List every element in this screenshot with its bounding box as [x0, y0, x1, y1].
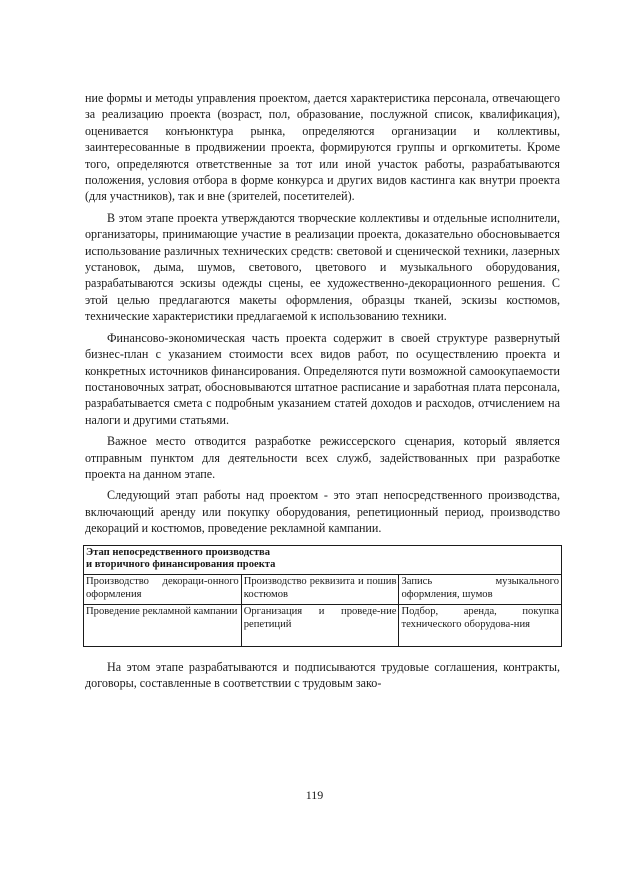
table-header-line-2: и вторичного финансирования проекта — [86, 559, 276, 571]
table-cell: Проведение рекламной кампании — [84, 604, 242, 646]
paragraph-4: Важное место отводится разработке режиссерского сценария, который является отправным пунктом для деятельности всех служб, задействованных при разработке проекта на данном этапе. — [85, 434, 560, 481]
production-stage-table — [83, 545, 562, 647]
closing-paragraph: На этом этапе разрабатываются и подписываются трудовые соглашения, контракты, договоры, составленные в соответствии с трудовым зако- — [85, 659, 560, 691]
table-header-line-1: Этап непосредственного производства — [86, 546, 271, 558]
page-body — [85, 90, 560, 697]
table-cell: Производство декораци-онного оформления — [84, 575, 242, 605]
table-cell: Запись музыкального оформления, шумов — [399, 575, 562, 605]
table-row — [84, 575, 562, 605]
table-cell: Подбор, аренда, покупка технического оборудова-ния — [399, 604, 562, 646]
table-header-row — [84, 545, 562, 575]
table-cell: Организация и проведе-ние репетиций — [241, 604, 399, 646]
table-cell: Производство реквизита и пошив костюмов — [241, 575, 399, 605]
paragraph-1: ние формы и методы управления проектом, дается характеристика персонала, отвечающего за реализацию проекта (возраст, пол, образование, послужной список, квалификация), оценивается конъюнктура рынка, определяются организации и коллективы, заинтересованные в продвижении проекта, формируются группы и оргкомитеты. Кроме того, определяются ответственные за тот или иной участок работы, разрабатываются положения, условия отбора в форме конкурса и других видов кастинга как внутри проекта (для участников), так и вне (зрителей, посетителей). — [85, 91, 560, 204]
paragraph-5: Следующий этап работы над проектом - это этап непосредственного производства, включающий аренду или покупку оборудования, репетиционный период, производство декораций и костюмов, проведение рекламной кампании. — [85, 488, 560, 536]
table-row — [84, 604, 562, 646]
paragraph-2: В этом этапе проекта утверждаются творческие коллективы и отдельные исполнители, организаторы, принимающие участие в реализации проекта, доказательно обосновывается использование различных технических средств: световой и сценической техники, лазерных установок, дыма, шумов, светового, цветового и музыкального оборудования, разрабатываются эскизы одежды сцены, ее художественно-декорационного решения. С этой целью предлагаются макеты оформления, образцы тканей, эскизы костюмов, технические характеристики предлагаемой к использованию техники. — [85, 210, 560, 324]
page-number: 119 — [305, 788, 324, 802]
table-header-cell — [84, 545, 562, 575]
paragraph-3: Финансово-экономическая часть проекта содержит в своей структуре развернутый бизнес-план с указанием стоимости всех видов работ, по осуществлению проекта и конкретных источников финансирования. Определяются пути возможной самоокупаемости постановочных затрат, обосновываются штатное расписание и заработная плата персонала, разрабатывается смета с подробным указанием статей доходов и расходов, отчислением на налоги и другими статьями. — [85, 330, 560, 427]
